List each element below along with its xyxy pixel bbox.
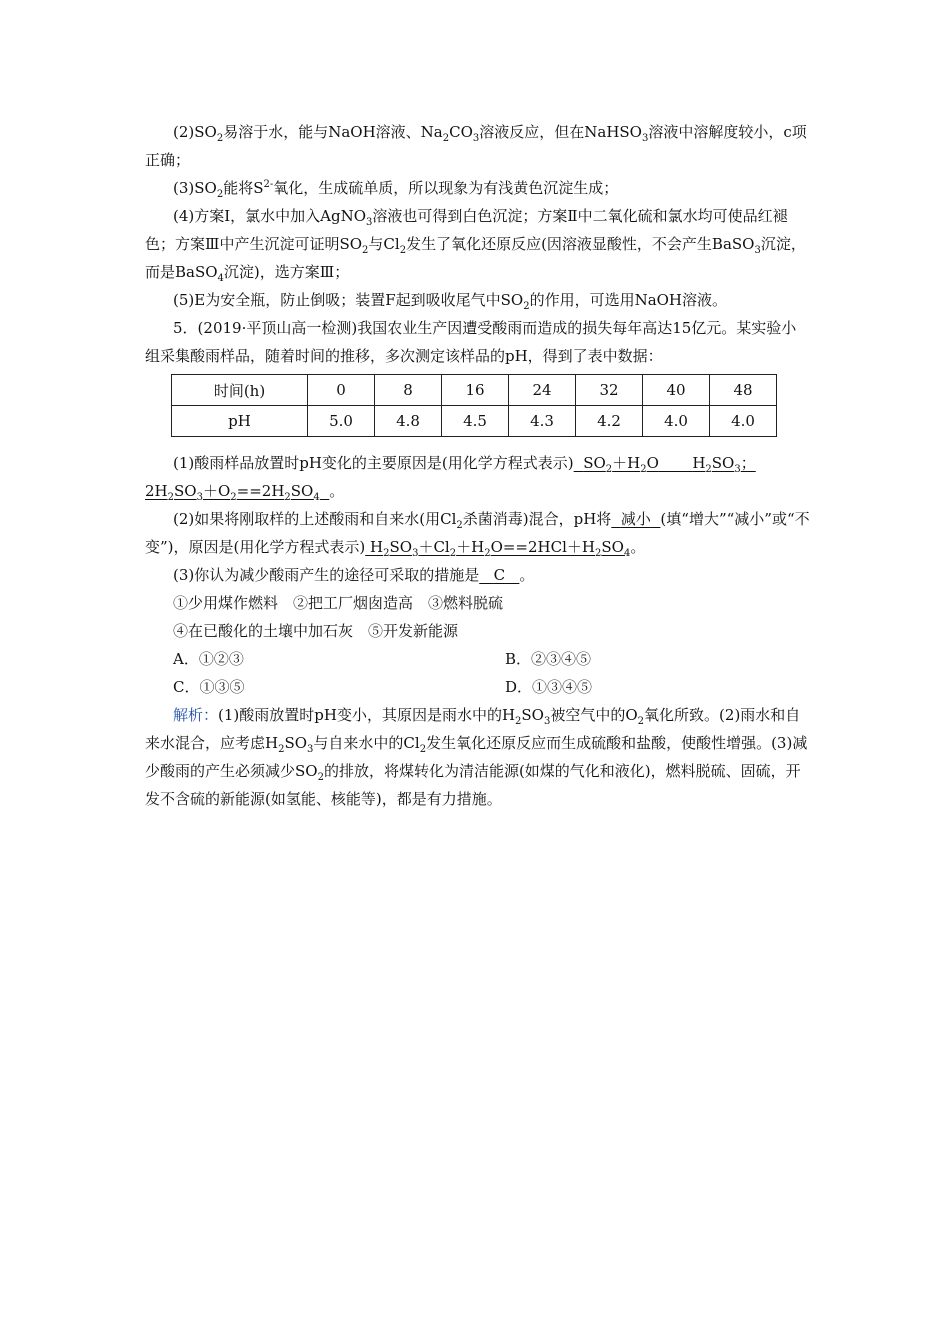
sub-question-2: (2)如果将刚取样的上述酸雨和自来水(用$Cl_2$杀菌消毒)混合，pH将 减小 (填“增大”“减小”或“不变”)，原因是(用化学方程式表示) $H_2SO_3+Cl_2+H_2O==2HCl+H_2SO_4$。 xyxy=(145,510,810,559)
analysis-paragraph: 解析：(1)酸雨放置时pH变小，其原因是雨水中的$H_2SO_3$被空气中的$O_2$氧化所致。(2)雨水和自来水混合，应考虑$H_2SO_3$与自来水中的$Cl_2$发生氧化还原反应而生成硫酸和盐酸，使酸性增强。(3)减少酸雨的产生必须减少$SO_2$的排放，将煤转化为清洁能源(如煤的气化和液化)，燃料脱硫、固硫，开发不含硫的新能源(如氢能、核能等)，都是有力措施。 xyxy=(145,706,808,808)
options-row-1 xyxy=(145,645,810,673)
table-cell: 时间(h) xyxy=(172,375,308,406)
answer-paragraph-5: (5)E为安全瓶，防止倒吸；装置F起到吸收尾气中$SO_2$的作用，可选用NaOH溶液。 xyxy=(173,291,728,312)
table-cell: 0 xyxy=(308,375,375,406)
ph-data-table xyxy=(171,374,777,437)
answer-blank-2: 减小 xyxy=(620,510,651,528)
options-row-2 xyxy=(145,673,810,701)
sub-question-1: (1)酸雨样品放置时pH变化的主要原因是(用化学方程式表示) $SO_2+H_2O$ $H_2SO_3$； $2H_2SO_3+O_2==2H_2SO_4$ 。 xyxy=(145,454,756,503)
table-cell: 16 xyxy=(442,375,509,406)
table-cell: 48 xyxy=(710,375,777,406)
table-row xyxy=(172,406,777,437)
table-cell: 4.3 xyxy=(509,406,576,437)
table-cell: 8 xyxy=(375,375,442,406)
table-cell: 5.0 xyxy=(308,406,375,437)
table-cell: 4.0 xyxy=(643,406,710,437)
option-a: A．①②③ xyxy=(173,650,244,668)
table-cell: 4.0 xyxy=(710,406,777,437)
table-row xyxy=(172,375,777,406)
answer-paragraph-2: $(2)SO_2$易溶于水，能与NaOH溶液、$Na_2CO_3$溶液反应，但在NaHSO$_3$溶液中溶解度较小，c项正确； xyxy=(145,123,807,169)
answer-paragraph-3: $(3)SO_2$能将$S^{2-}$氧化，生成硫单质，所以现象为有浅黄色沉淀生成； xyxy=(173,179,619,200)
table-cell: 4.2 xyxy=(576,406,643,437)
measures-line-2: ④在已酸化的土壤中加石灰 ⑤开发新能源 xyxy=(173,622,459,640)
question-5-stem: 5．(2019·平顶山高一检测)我国农业生产因遭受酸雨而造成的损失每年高达15亿元。某实验小组采集酸雨样品，随着时间的推移，多次测定该样品的pH，得到了表中数据： xyxy=(145,319,797,365)
table-cell: 4.8 xyxy=(375,406,442,437)
answer-blank-4: C xyxy=(493,566,506,584)
table-cell: 24 xyxy=(509,375,576,406)
table-cell: pH xyxy=(172,406,308,437)
document-page xyxy=(145,118,810,813)
table-cell: 32 xyxy=(576,375,643,406)
table-cell: 4.5 xyxy=(442,406,509,437)
answer-paragraph-4: (4)方案Ⅰ，氯水中加入AgNO$_3$溶液也可得到白色沉淀；方案Ⅱ中二氧化硫和氯水均可使品红褪色；方案Ⅲ中产生沉淀可证明$SO_2$与$Cl_2$发生了氧化还原反应(因溶液显酸性，不会产生BaSO$_3$沉淀，而是BaSO$_4$沉淀)，选方案Ⅲ； xyxy=(145,207,806,284)
sub-question-3: (3)你认为减少酸雨产生的途径可采取的措施是 C 。 xyxy=(173,566,535,584)
option-c: C．①③⑤ xyxy=(173,678,245,696)
option-b: B．②③④⑤ xyxy=(505,650,592,668)
option-d: D．①③④⑤ xyxy=(505,678,593,696)
table-cell: 40 xyxy=(643,375,710,406)
measures-line-1: ①少用煤作燃料 ②把工厂烟囱造高 ③燃料脱硫 xyxy=(173,594,504,612)
answer-blank-1: $SO_2+H_2O$ $H_2SO_3$； $2H_2SO_3+O_2==2H_2SO_4$ xyxy=(145,454,756,503)
answer-blank-3: $H_2SO_3+Cl_2+H_2O==2HCl+H_2SO_4$ xyxy=(370,538,631,559)
analysis-label: 解析： xyxy=(173,706,219,724)
